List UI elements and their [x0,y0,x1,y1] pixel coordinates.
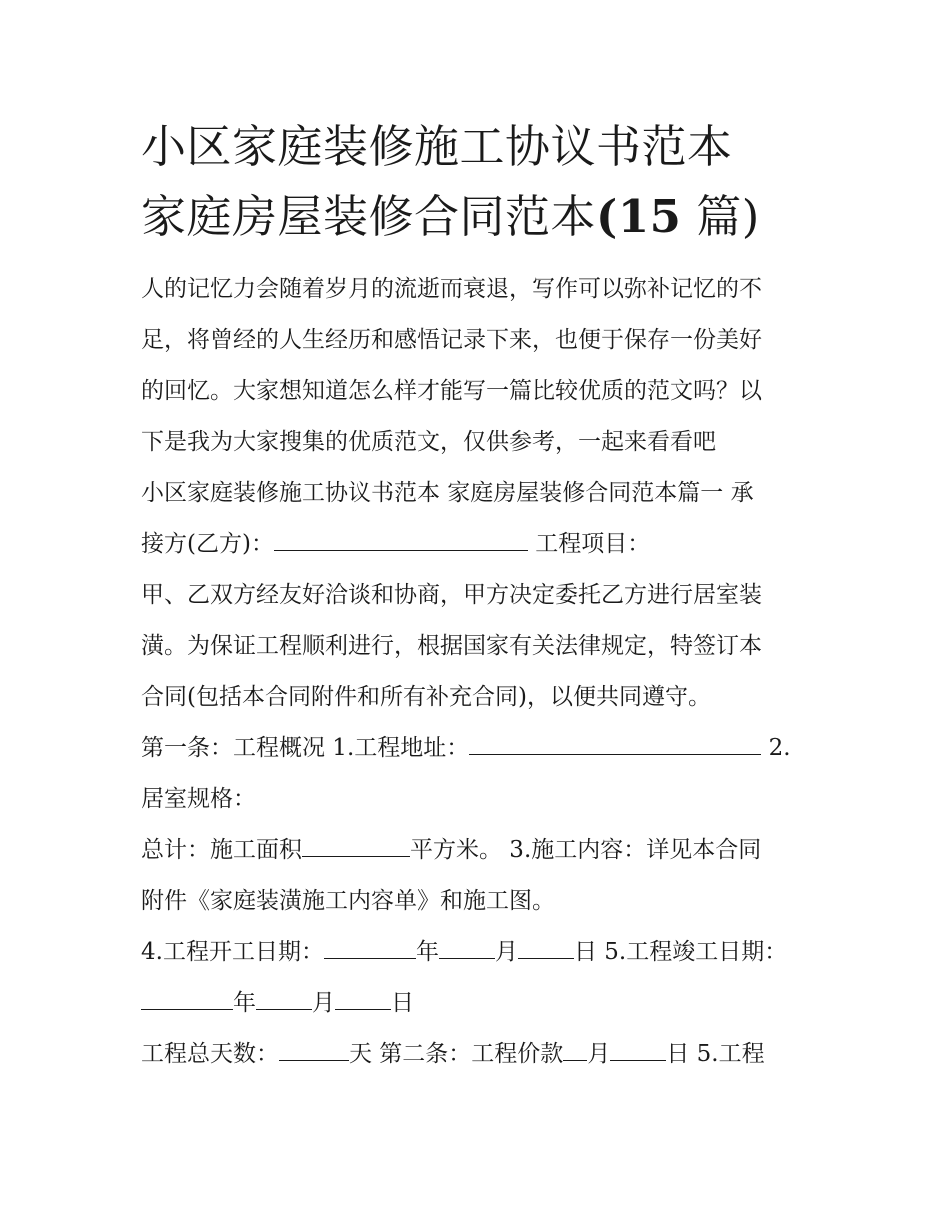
end-month-unit: 月 [312,990,335,1016]
title-line-2-number: 15 [617,190,682,243]
days-paragraph [141,1029,813,1080]
address-blank [469,734,761,755]
end-day-unit: 日 [391,990,414,1016]
start-month-blank [439,938,495,959]
area-blank [302,836,410,857]
days-line-1 [141,1029,813,1080]
price-day-and-item-5: 日 5.工程 [666,1041,765,1067]
total-days-blank [279,1040,349,1061]
project-label: 工程项目： [527,531,651,557]
title-line-1: 小区家庭装修施工协议书范本 [141,120,733,173]
title-line-2-paren-close: 篇) [681,190,760,243]
start-day-and-end-label: 日 5.工程竣工日期： [573,939,788,965]
document-title [141,112,813,252]
total-line-1 [141,825,813,876]
end-year-blank [141,989,233,1010]
start-month-unit: 月 [494,939,518,965]
end-day-blank [335,989,391,1010]
agreement-paragraph [141,570,813,723]
dates-line-2 [141,978,813,1029]
price-day-blank [610,1040,666,1061]
intro-line-4: 下是我为大家搜集的优质范文，仅供参考，一起来看看吧 [141,429,716,455]
article-1-line-2: 居室规格： [141,786,256,812]
end-month-blank [256,989,312,1010]
agreement-line-1: 甲、乙双方经友好洽谈和协商，甲方决定委托乙方进行居室装 [141,582,762,608]
price-month-unit: 月 [587,1041,611,1067]
section-1-line-2 [141,519,813,570]
end-year-unit: 年 [233,990,256,1016]
document-body [141,264,813,1080]
start-date-label: 4.工程开工日期： [141,939,324,965]
total-line-2: 附件《家庭装潢施工内容单》和施工图。 [141,888,555,914]
agreement-line-2: 潢。为保证工程顺利进行，根据国家有关法律规定，特签订本 [141,633,762,659]
contractor-blank [274,530,528,551]
title-line-2-text: 家庭房屋装修合同范本 [141,190,597,243]
total-paragraph [141,825,813,927]
intro-paragraph [141,264,813,468]
title-line-2-paren-open: ( [596,190,618,243]
intro-line-2: 足，将曾经的人生经历和感悟记录下来，也便于保存一份美好 [141,327,762,353]
start-day-blank [518,938,574,959]
section-1-paragraph [141,468,813,570]
start-year-blank [324,938,416,959]
article-1-line-1 [141,723,813,774]
dates-line-1 [141,927,813,978]
start-year-unit: 年 [415,939,439,965]
price-blank [563,1040,587,1061]
title-line-2 [141,182,813,252]
agreement-line-3: 合同(包括本合同附件和所有补充合同)，以便共同遵守。 [141,684,711,710]
address-label: 第一条：工程概况 1.工程地址： [141,735,470,761]
intro-line-3: 的回忆。大家想知道怎么样才能写一篇比较优质的范文吗？以 [141,378,762,404]
intro-line-1: 人的记忆力会随着岁月的流逝而衰退，写作可以弥补记忆的不 [141,276,762,302]
total-days-label: 工程总天数： [141,1041,279,1067]
area-unit-and-content: 平方米。 3.施工内容：详见本合同 [410,837,762,863]
article-1-paragraph [141,723,813,825]
contractor-label: 接方(乙方)： [141,531,274,557]
dates-paragraph [141,927,813,1029]
item-2-number: 2. [761,735,791,761]
document-page [141,112,813,1080]
section-1-line-1: 小区家庭装修施工协议书范本 家庭房屋装修合同范本篇一 承 [141,480,754,506]
days-unit-and-article-2: 天 第二条：工程价款 [349,1041,564,1067]
area-label: 总计：施工面积 [141,837,302,863]
